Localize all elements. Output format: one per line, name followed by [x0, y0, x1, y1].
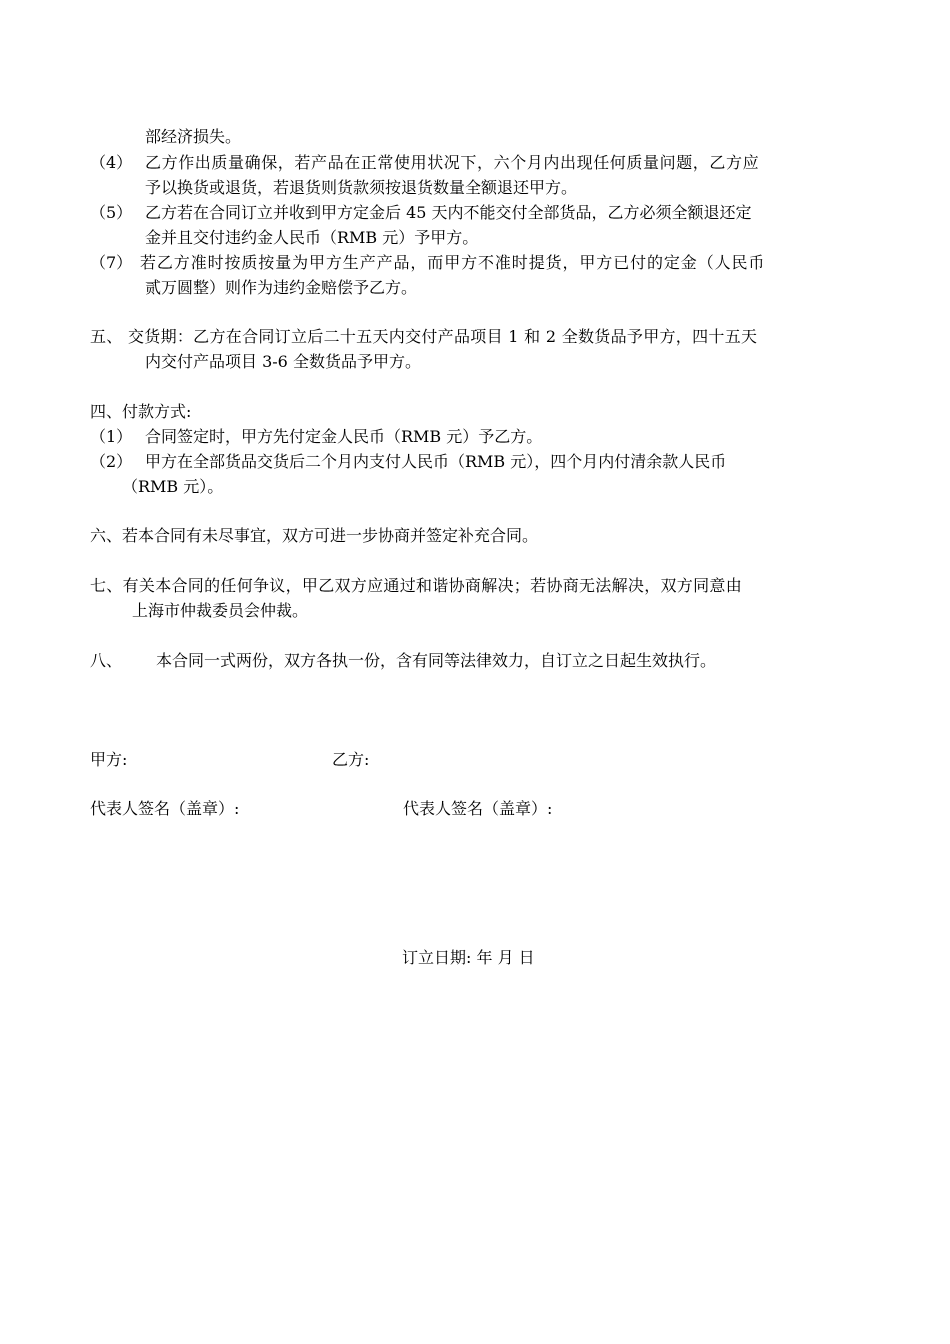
clause-7-line-2: 贰万圆整）则作为违约金赔偿予乙方。: [145, 278, 418, 297]
payment-2-line-2: （RMB 元）。: [122, 477, 224, 496]
clause-seven-line-1: 七、有关本合同的任何争议，甲乙双方应通过和谐协商解决；若协商无法解决，双方同意由: [90, 576, 743, 595]
payment-1-text: 合同签定时，甲方先付定金人民币（RMB 元）予乙方。: [145, 427, 543, 446]
clause-5-number: （5）: [90, 203, 133, 222]
payment-1-number: （1）: [90, 427, 133, 446]
clause-7-line-1: 若乙方准时按质按量为甲方生产产品，而甲方不准时提货，甲方已付的定金（人民币: [140, 253, 766, 272]
party-a-label: 甲方:: [90, 750, 128, 769]
clause-six: 六、若本合同有未尽事宜，双方可进一步协商并签定补充合同。: [90, 526, 539, 545]
party-b-label: 乙方:: [332, 750, 370, 769]
payment-2-line-1: 甲方在全部货品交货后二个月内支付人民币（RMB 元），四个月内付清余款人民币: [145, 452, 727, 471]
delivery-line-2: 内交付产品项目 3-6 全数货品予甲方。: [145, 352, 421, 371]
clause-7-number: （7）: [90, 253, 133, 272]
clause-4-number: （4）: [90, 153, 133, 172]
payment-2-number: （2）: [90, 452, 133, 471]
clause-eight-number: 八、: [90, 651, 123, 670]
clause-eight-text: 本合同一式两份，双方各执一份，含有同等法律效力，自订立之日起生效执行。: [156, 651, 717, 670]
clause-4-line-2: 予以换货或退货，若退货则货款须按退货数量全额退还甲方。: [145, 178, 578, 197]
clause-4-line-1: 乙方作出质量确保，若产品在正常使用状况下，六个月内出现任何质量问题，乙方应: [145, 153, 760, 172]
clause-3-tail: 部经济损失。: [145, 127, 242, 146]
party-b-representative-signature: 代表人签名（盖章）:: [403, 799, 553, 818]
clause-seven-line-2: 上海市仲裁委员会仲裁。: [132, 601, 309, 620]
clause-5-line-2: 金并且交付违约金人民币（RMB 元）予甲方。: [145, 228, 479, 247]
signing-date: 订立日期: 年 月 日: [402, 948, 535, 967]
delivery-line-1: 五、 交货期：乙方在合同订立后二十五天内交付产品项目 1 和 2 全数货品予甲方，四十五天: [90, 327, 758, 346]
payment-heading: 四、付款方式:: [90, 402, 192, 421]
clause-5-line-1: 乙方若在合同订立并收到甲方定金后 45 天内不能交付全部货品，乙方必须全额退还定: [145, 203, 752, 222]
party-a-representative-signature: 代表人签名（盖章）:: [90, 799, 240, 818]
